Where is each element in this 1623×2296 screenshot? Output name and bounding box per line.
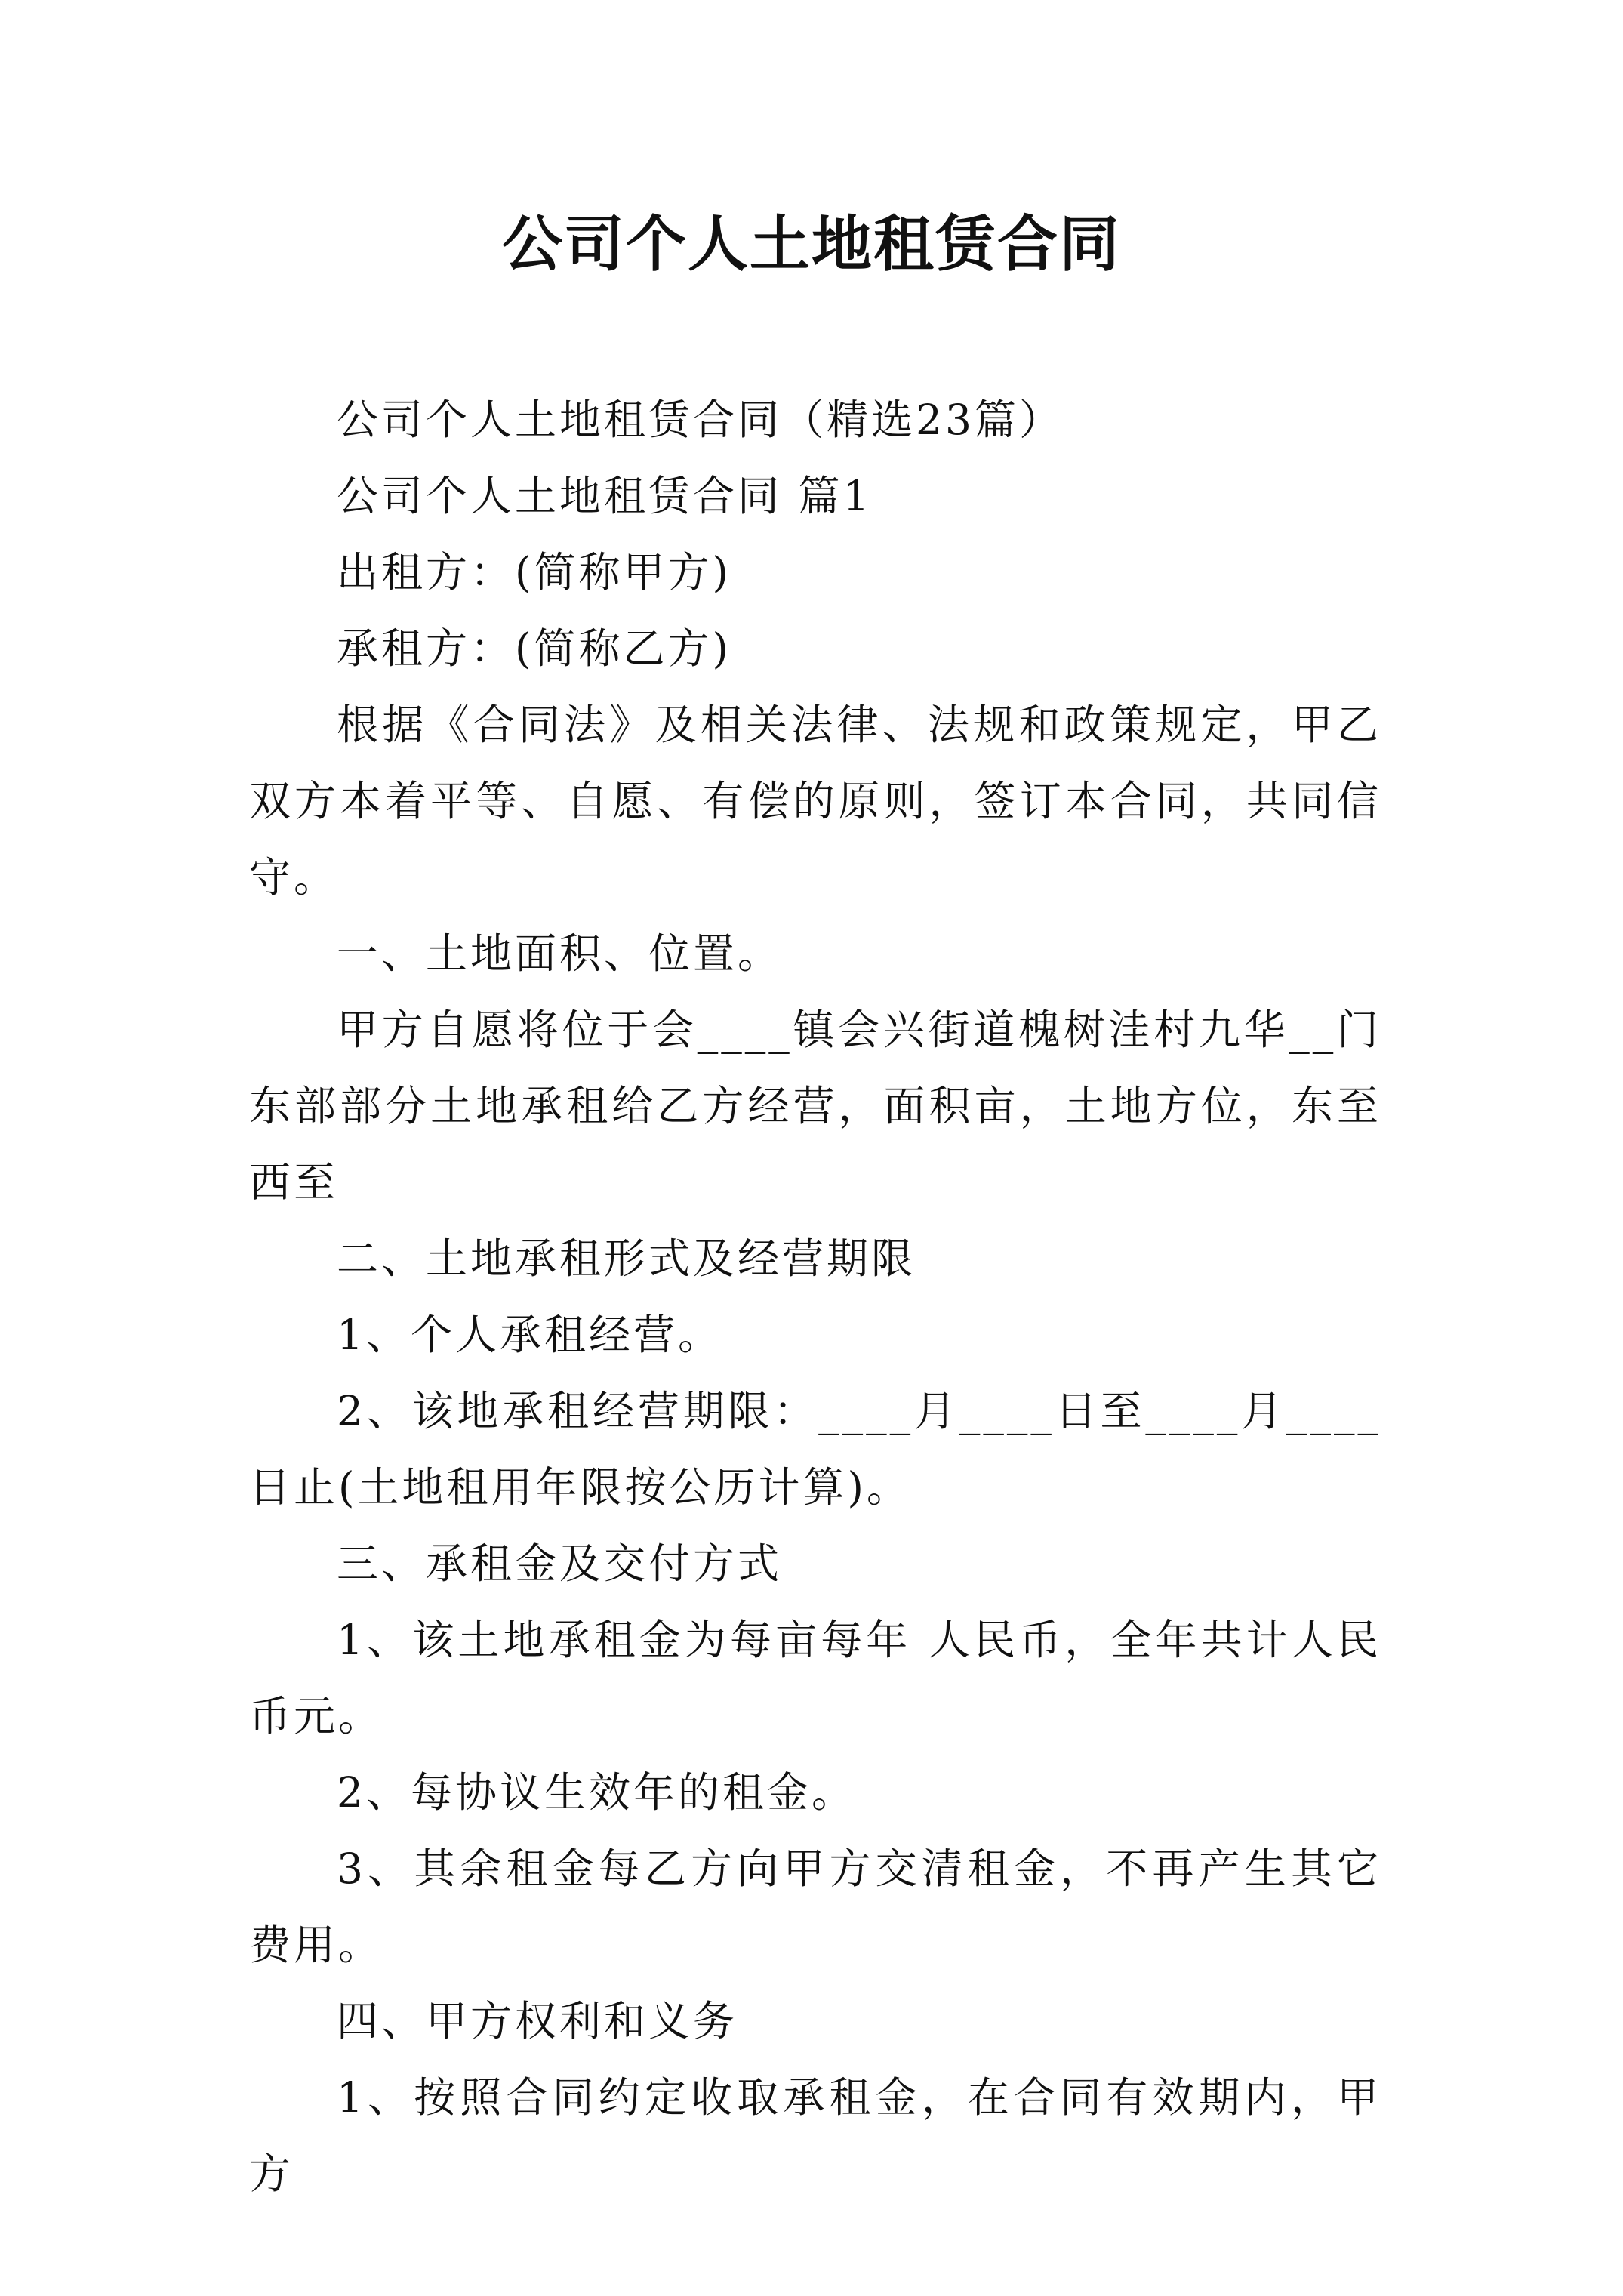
paragraph-lessor: 出租方：(简称甲方) <box>337 548 731 596</box>
document-title: 公司个人土地租赁合同 <box>502 208 1121 279</box>
paragraph-clause-3-heading: 三、承租金及交付方式 <box>337 1539 783 1588</box>
paragraph-subtitle: 公司个人土地租赁合同（精选23篇） <box>337 396 1064 444</box>
paragraph-clause-3-item-2: 2、每协议生效年的租金。 <box>337 1768 856 1817</box>
paragraph-lessee: 承租方：(简称乙方) <box>337 624 731 673</box>
paragraph-clause-1-body: 甲方自愿将位于会____镇会兴街道槐树洼村九华__门东部部分土地承租给乙方经营，面积亩，土地方位，东至 西至 <box>249 1006 1398 1207</box>
paragraph-clause-1-heading: 一、土地面积、位置。 <box>337 929 783 978</box>
paragraph-clause-3-item-1: 1、该土地承租金为每亩每年 人民币，全年共计人民币元。 <box>249 1616 1381 1740</box>
document-body <box>249 382 1398 2212</box>
paragraph-section-heading: 公司个人土地租赁合同 篇1 <box>337 472 873 520</box>
paragraph-clause-4-item-1: 1、按照合同约定收取承租金，在合同有效期内，甲方 <box>249 2073 1381 2198</box>
paragraph-clause-4-heading: 四、甲方权利和义务 <box>337 1997 738 2045</box>
paragraph-preamble: 根据《合同法》及相关法律、法规和政策规定，甲乙双方本着平等、自愿、有偿的原则，签订本合同，共同信守。 <box>249 701 1381 901</box>
paragraph-clause-2-item-2: 2、该地承租经营期限：____月____日至____月____日止(土地租用年限按公历计算)。 <box>249 1387 1381 1512</box>
paragraph-clause-3-item-3: 3、其余租金每乙方向甲方交清租金，不再产生其它费用。 <box>249 1845 1381 1969</box>
paragraph-clause-2-heading: 二、土地承租形式及经营期限 <box>337 1234 916 1283</box>
paragraph-clause-2-item-1: 1、个人承租经营。 <box>337 1311 722 1359</box>
